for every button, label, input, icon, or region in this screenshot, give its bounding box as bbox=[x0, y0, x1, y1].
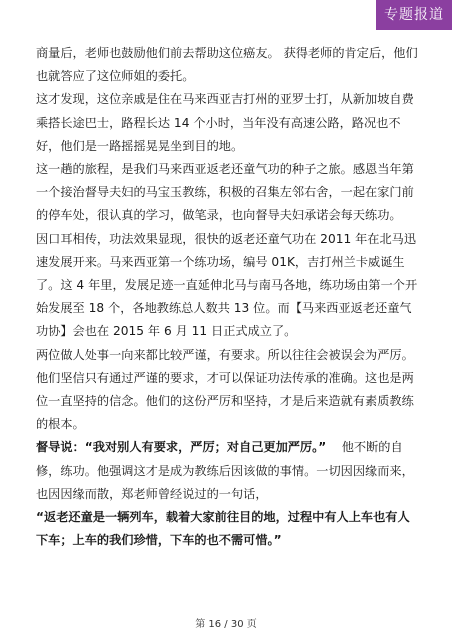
page-number: 第 16 / 30 页 bbox=[195, 619, 257, 630]
paragraph-4: 因口耳相传，功法效果显现，很快的返老还童气功在 2011 年在北马迅速发展开来。马来西亚第一个练功场，编号 01K，吉打州兰卡威诞生了。这 4 年里，发展足迹一直延伸北马与南马各地，练功场由第一个开始发展至 18 个，各地教练总人数共 13 位。而【马来西亚返老还童气功协】会也在 2015 年 6 月 11 日正式成立了。 bbox=[36, 231, 418, 339]
paragraph-5: 两位做人处事一向来都比较严谨，有要求。所以往往会被误会为严厉。他们坚信只有通过严谨的要求，才可以保证功法传承的准确。这也是两位一直坚持的信念。他们的这份严厉和坚持，才是后来造就有素质教练的根本。 bbox=[36, 347, 414, 432]
supervisor-label: 督导说： bbox=[36, 440, 85, 455]
article-body bbox=[36, 42, 420, 552]
supervisor-quote: “我对别人有要求，严厉；对自己更加严厉。” bbox=[84, 440, 327, 455]
paragraph-3: 这一趟的旅程，是我们马来西亚返老还童气功的种子之旅。感恩当年第一个接治督导夫妇的马宝玉教练，积极的召集左邻右舍，一起在家门前的停车处，很认真的学习，做笔录，也向督导夫妇承诺会每天练功。 bbox=[36, 162, 414, 223]
closing-quote: “返老还童是一辆列车，载着大家前往目的地，过程中有人上车也有人下车；上车的我们珍惜，下车的也不需可惜。” bbox=[36, 510, 410, 548]
section-badge: 专题报道 bbox=[376, 0, 452, 30]
paragraph-2: 这才发现，这位亲戚是住在马来西亚吉打州的亚罗士打，从新加坡自费乘搭长途巴士，路程长达 14 个小时，当年没有高速公路，路况也不好，他们是一路摇摇晃晃坐到目的地。 bbox=[36, 92, 414, 153]
supervisor-text: 他不断的自修，练功。他强调这才是成为教练后因该做的事情。一切因因缘而来，也因因缘而散，郑老师曾经说过的一句话， bbox=[36, 440, 414, 501]
supervisor-paragraph bbox=[36, 436, 420, 506]
paragraph-1: 商量后，老师也鼓励他们前去帮助这位癌友。 获得老师的肯定后，他们也就答应了这位师姐的委托。 bbox=[36, 46, 418, 84]
